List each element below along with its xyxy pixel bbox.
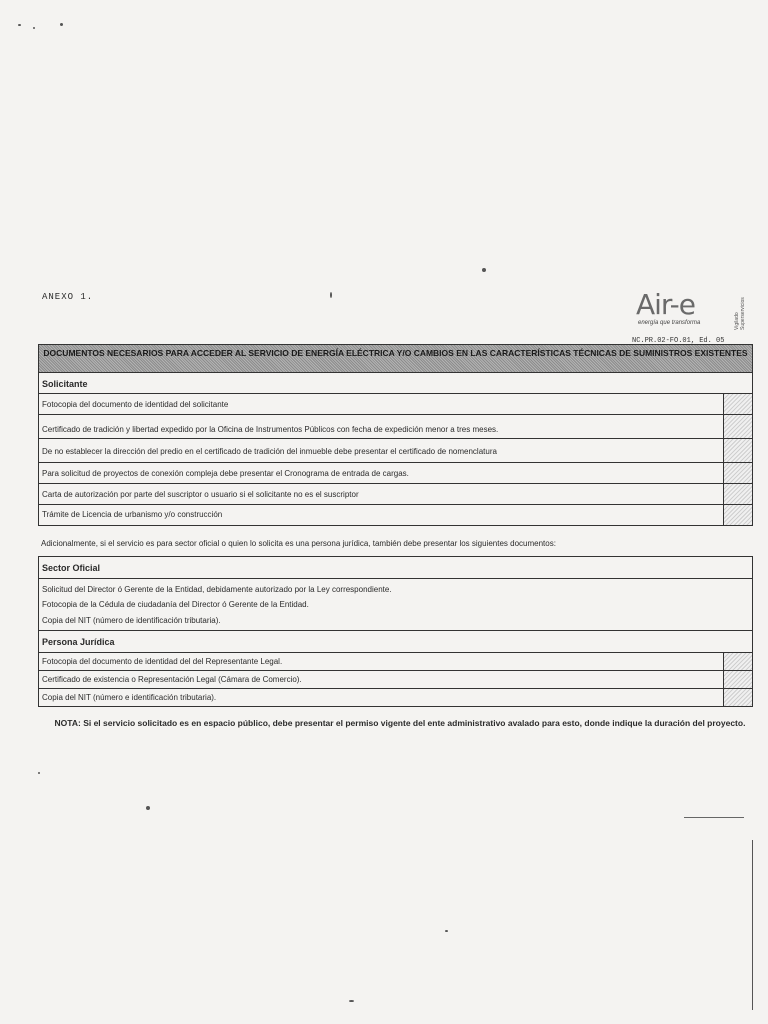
scan-speck [349, 1000, 354, 1002]
table-row [39, 439, 753, 463]
row-text: Copia del NIT (número e identificación tributaria). [42, 693, 217, 702]
check-cell [723, 463, 752, 483]
check-cell [723, 484, 752, 504]
row-text: Certificado de existencia o Representación Legal (Cámara de Comercio). [42, 675, 302, 684]
air-e-logo [636, 288, 748, 332]
row-text: Trámite de Licencia de urbanismo y/o construcción [42, 510, 223, 519]
row-text: Solicitud del Director ó Gerente de la Entidad, debidamente autorizado por la Ley correspondiente. [42, 585, 392, 594]
row-text: Fotocopia del documento de identidad del del Representante Legal. [42, 657, 283, 666]
superservicios-seal: Vigilado Superservicios [734, 297, 746, 330]
section-heading-sector-oficial: Sector Oficial [39, 557, 753, 579]
check-cell [723, 439, 752, 462]
scan-speck [330, 292, 332, 298]
row-text: De no establecer la dirección del predio en el certificado de tradición del inmueble debe presentar el certificado de nomenclatura [42, 447, 497, 456]
scan-speck [146, 806, 150, 810]
check-cell [723, 394, 752, 414]
document-code: NC.PR.02-FO.01, Ed. 05 [632, 337, 725, 345]
additional-requirements-table [38, 556, 753, 707]
table-row [39, 415, 753, 439]
footnote: NOTA: Si el servicio solicitado es en espacio público, debe presentar el permiso vigente del ente administrativo avalado para esto, donde indique la duración del proyecto. [54, 718, 746, 728]
row-text: Fotocopia del documento de identidad del solicitante [42, 400, 229, 409]
scan-speck [482, 268, 486, 272]
check-cell [723, 671, 752, 688]
table-row [39, 579, 753, 597]
additional-note: Adicionalmente, si el servicio es para sector oficial o quien lo solicita es una persona jurídica, también debe presentar los siguientes documentos: [41, 539, 556, 548]
row-text: Certificado de tradición y libertad expedido por la Oficina de Instrumentos Públicos con fecha de expedición menor a tres meses. [42, 425, 499, 434]
row-text: Carta de autorización por parte del suscriptor o usuario si el solicitante no es el suscriptor [42, 490, 359, 499]
table-row [39, 597, 753, 613]
scan-speck [18, 24, 21, 26]
annex-label: ANEXO 1. [42, 292, 94, 302]
logo-tagline: energía que transforma [638, 320, 701, 326]
scan-speck [38, 772, 40, 774]
section-heading-solicitante: Solicitante [39, 373, 753, 394]
scan-speck [60, 23, 63, 26]
check-cell [723, 689, 752, 706]
table-row [39, 484, 753, 505]
scan-speck [445, 930, 448, 932]
row-text: Para solicitud de proyectos de conexión compleja debe presentar el Cronograma de entrada de cargas. [42, 469, 409, 478]
scan-edge-line [752, 840, 753, 1010]
row-text: Copia del NIT (número de identificación tributaria). [42, 616, 221, 625]
scan-mark [684, 817, 744, 818]
check-cell [723, 505, 752, 525]
check-cell [723, 415, 752, 438]
table-title: DOCUMENTOS NECESARIOS PARA ACCEDER AL SERVICIO DE ENERGÍA ELÉCTRICA Y/O CAMBIOS EN LAS CARACTERÍSTICAS TÉCNICAS DE SUMINISTROS EXISTENTES [39, 345, 753, 373]
check-cell [723, 653, 752, 670]
table-row [39, 653, 753, 671]
requirements-table [38, 344, 753, 526]
table-row [39, 463, 753, 484]
table-row [39, 671, 753, 689]
logo-wordmark: Air-e [636, 288, 695, 321]
row-text: Fotocopia de la Cédula de ciudadanía del Director ó Gerente de la Entidad. [42, 600, 309, 609]
table-row [39, 505, 753, 526]
table-row [39, 394, 753, 415]
section-heading-persona-juridica: Persona Jurídica [39, 631, 753, 653]
table-row [39, 689, 753, 707]
table-row [39, 613, 753, 631]
scan-speck [33, 27, 35, 29]
